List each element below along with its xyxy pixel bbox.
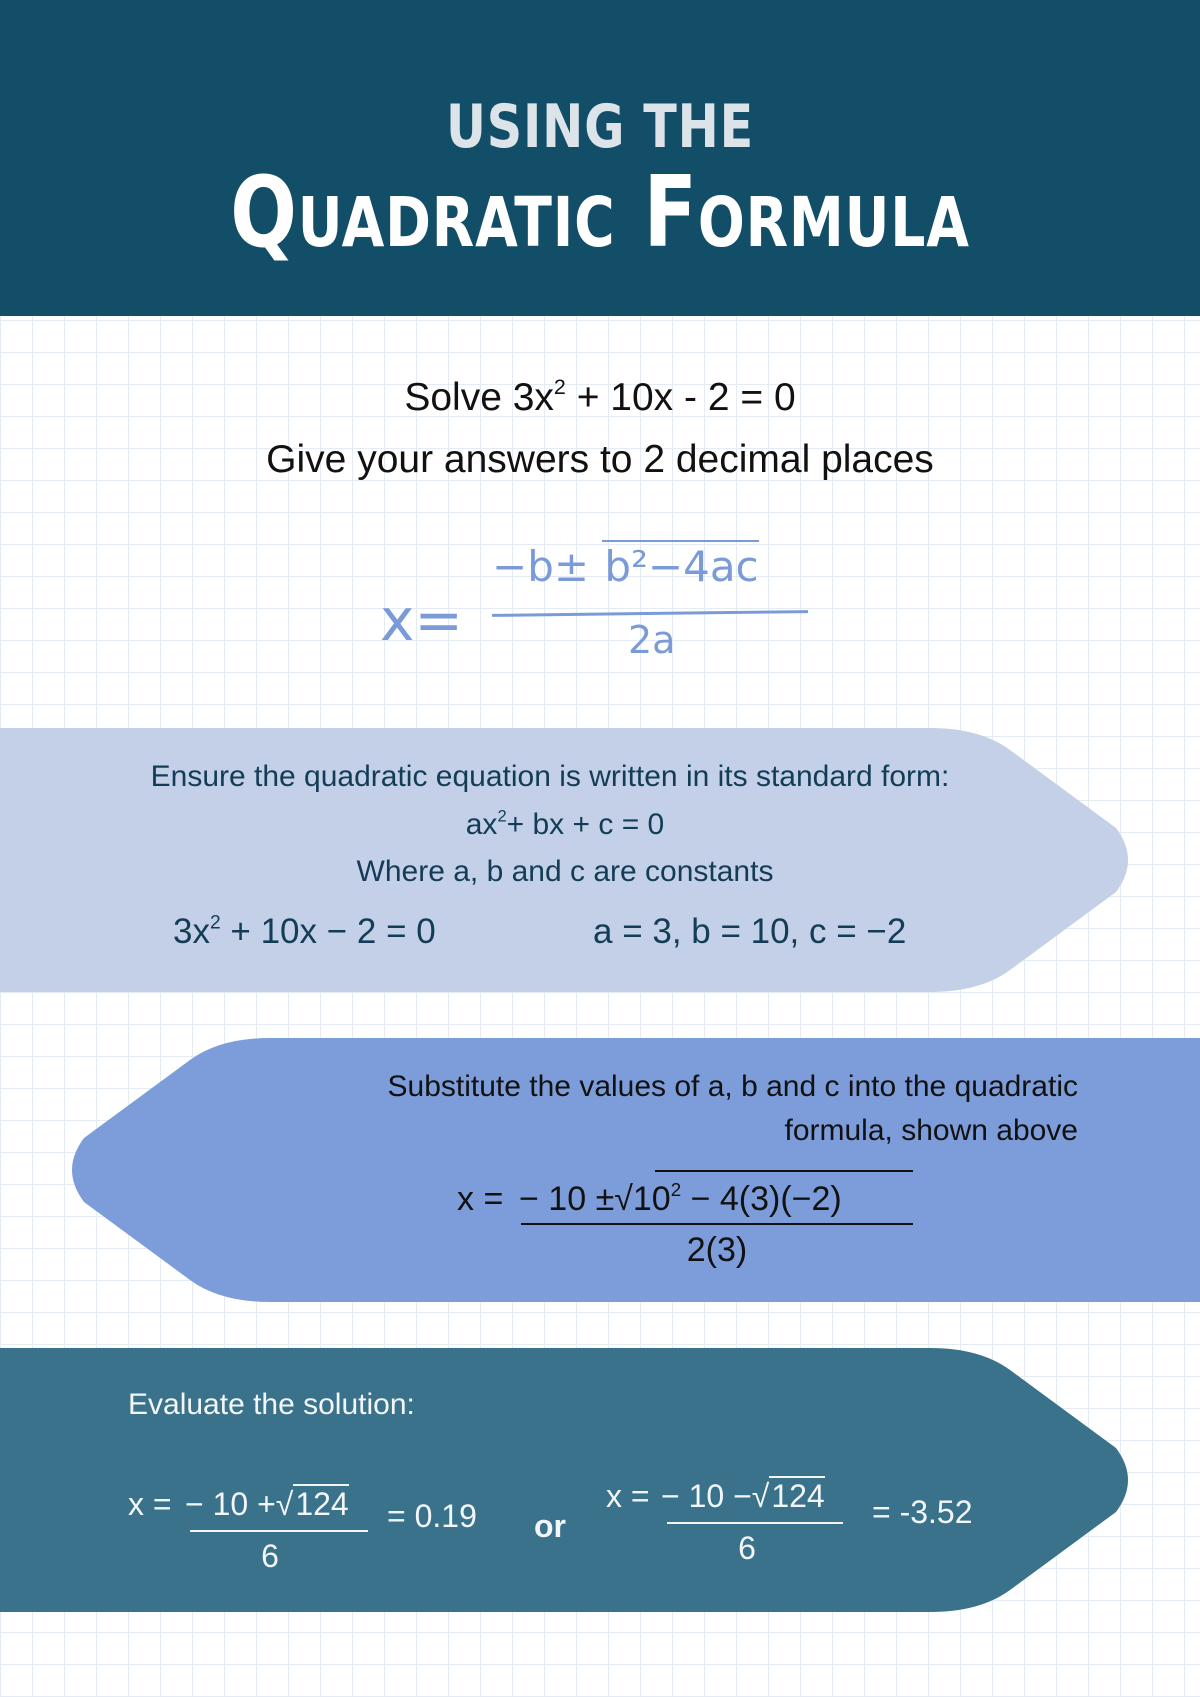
step2-instruction-line2: formula, shown above [784,1114,1078,1147]
solution2-lhs: x = [606,1478,650,1514]
page-title: Quadratic Formula [230,156,970,270]
solution2-denominator: 6 [738,1530,756,1566]
solution1-lhs: x = [128,1486,172,1522]
header-subtitle: USING THE [445,92,755,162]
solution1-denominator: 6 [261,1538,279,1574]
formula-fraction-bar [492,610,808,617]
step2-instruction-line1: Substitute the values of a, b and c into the quadratic [387,1070,1078,1103]
formula-numerator: −b± b²−4ac [492,542,759,591]
solution2-numerator: − 10 −√124 [661,1478,825,1514]
step1-equation: $3x^2 + 10x - 2 = 0$ [173,912,436,951]
solution1-result: = 0.19 [387,1498,477,1534]
formula-denominator: 2a [628,618,676,662]
problem-statement: Solve $3x^2 + 10x - 2 = 0$ [404,374,796,419]
or-label: or [534,1508,566,1544]
solution1-numerator: − 10 +√124 [185,1486,349,1522]
solution2-fraction-bar [667,1522,843,1524]
step1-where: Where a, b and c are constants [356,855,774,888]
problem-instruction: Give your answers to 2 decimal places [266,438,934,481]
step2-lhs: x = [457,1180,504,1218]
formula-lhs: x= [380,586,463,654]
step2-root-bar [655,1170,913,1172]
solution2-result: = -3.52 [872,1494,973,1530]
step2-numerator: − $10 \pm√10^2 - 4(3)(-2)$ [519,1178,842,1218]
step3-intro: Evaluate the solution: [128,1388,415,1421]
step2-denominator: 2(3) [686,1231,748,1269]
step1-intro: Ensure the quadratic equation is written in its standard form: [150,760,950,793]
step1-constants: a = 3, b = 10, c = −2 [593,912,907,951]
step1-standard-form: $ax^2+$ bx + c = 0 [465,807,665,841]
handwritten-formula [380,540,840,670]
step2-fraction-bar [521,1223,913,1225]
solution1-fraction-bar [190,1530,368,1532]
